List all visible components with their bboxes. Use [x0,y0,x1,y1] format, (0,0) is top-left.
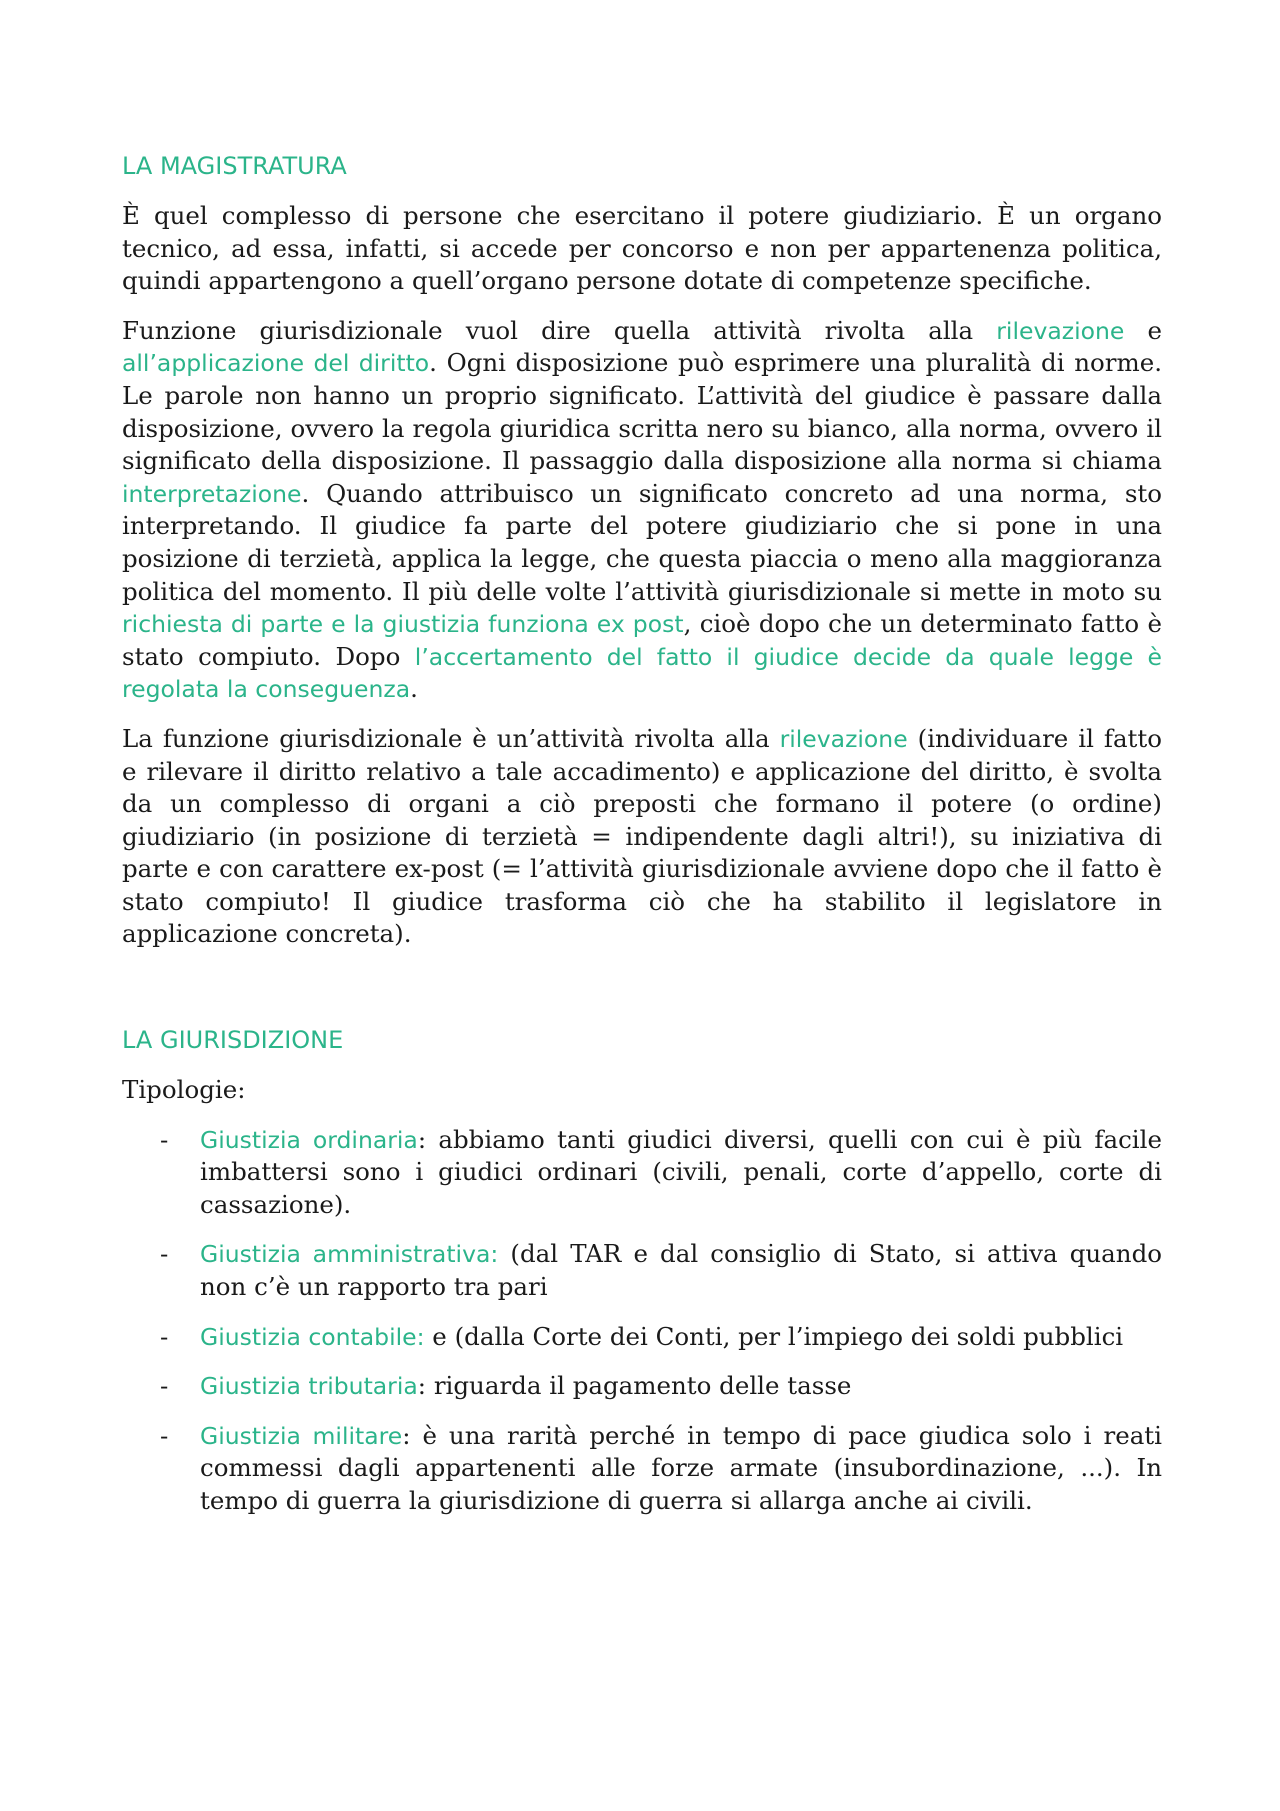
list-item-label: Giustizia ordinaria [200,1125,418,1154]
list-item-label: Giustizia tributaria [200,1372,418,1401]
bullet-dash: - [160,1321,169,1351]
highlighted-term: rilevazione [996,316,1125,345]
tipologie-list [122,1124,1162,1518]
list-item-label: Giustizia contabile: [200,1322,425,1351]
document-page [122,150,1162,1535]
paragraph-text: La funzione giurisdizionale è un’attività rivolta alla [122,723,780,753]
paragraph-text: . Quando attribuisco un significato concreto ad una norma, sto interpretando. Il giudice fa parte del potere giudiziario che si pone in una posizione di terzietà, applica la legge, che questa piaccia o meno alla maggioranza politica del momento. Il più delle volte l’attività giurisdizionale si mette in moto su [122,478,1162,606]
list-item [122,1238,1162,1303]
highlighted-term: all’applicazione del diritto [122,349,430,378]
paragraph-text: . [410,674,418,704]
list-item-text: (dal TAR e dal consiglio di Stato, si attiva quando non c’è un rapporto tra pari [200,1239,1162,1302]
list-item-text: e (dalla Corte dei Conti, per l’impiego dei soldi pubblici [424,1321,1124,1351]
highlighted-term: l’accertamento del fatto il giudice decide da quale legge è regolata la conseguenza [122,642,1162,704]
section-spacer [122,968,1162,1024]
highlighted-term: interpretazione [122,479,302,508]
paragraph-rilevazione [122,723,1162,951]
bullet-dash: - [160,1371,169,1401]
paragraph-definition: È quel complesso di persone che esercitano il potere giudiziario. È un organo tecnico, ad essa, infatti, si accede per concorso e non per appartenenza politica, quindi appartengono a quell’organo persone dotate di competenze specifiche. [122,201,1162,296]
paragraph-funzione [122,315,1162,706]
section-title-giurisdizione: LA GIURISDIZIONE [122,1026,344,1055]
paragraph-text: (individuare il fatto e rilevare il diritto relativo a tale accadimento) e applicazione del diritto, è svolta da un complesso di organi a ciò preposti che formano il potere (o ordine) giudiziario (in posizione di terzietà = indipendente dagli altri!), su iniziativa di parte e con carattere ex-post (= l’attività giurisdizionale avviene dopo che il fatto è stato compiuto! Il giudice trasforma ciò che ha stabilito il legislatore in applicazione concreta). [122,723,1162,949]
list-item-text: : riguarda il pagamento delle tasse [417,1371,852,1401]
bullet-dash: - [160,1239,169,1269]
highlighted-term: rilevazione [779,724,908,753]
list-item [122,1321,1162,1354]
paragraph-text: . Ogni disposizione può esprimere una pluralità di norme. Le parole non hanno un proprio significato. L’attività del giudice è passare dalla disposizione, ovvero la regola giuridica scritta nero su bianco, alla norma, ovvero il significato della disposizione. Il passaggio dalla disposizione alla norma si chiama [122,348,1162,476]
list-item-text: : è una rarità perché in tempo di pace giudica solo i reati commessi dagli appartenenti alle forze armate (insubordinazione, ...). In tempo di guerra la giurisdizione di guerra si allarga anche ai civili. [200,1420,1162,1515]
list-intro: Tipologie: [122,1075,246,1105]
paragraph-text: , cioè dopo che un determinato fatto è stato compiuto. Dopo [122,609,1162,671]
list-item-text: : abbiamo tanti giudici diversi, quelli con cui è più facile imbattersi sono i giudici ordinari (civili, penali, corte d’appello, corte di cassazione). [200,1124,1162,1219]
list-item [122,1370,1162,1403]
paragraph-text: Funzione giurisdizionale vuol dire quella attività rivolta alla [122,315,997,345]
paragraph-text: e [1124,315,1162,345]
section-title-magistratura: LA MAGISTRATURA [122,152,347,180]
bullet-dash: - [160,1124,169,1154]
list-item-label: Giustizia militare [200,1421,403,1450]
list-item [122,1420,1162,1518]
list-item-label: Giustizia amministrativa: [200,1240,499,1269]
highlighted-term: richiesta di parte e la giustizia funziona ex post [122,610,684,639]
bullet-dash: - [160,1420,169,1450]
list-item [122,1124,1162,1222]
